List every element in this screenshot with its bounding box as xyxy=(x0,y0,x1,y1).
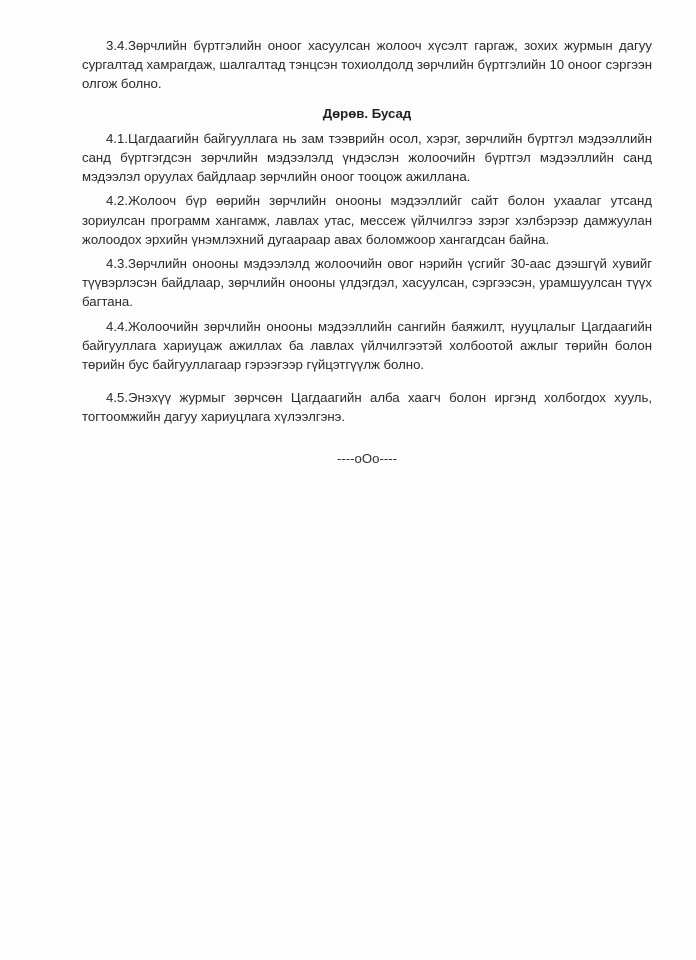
document-body xyxy=(82,36,652,468)
paragraph-4-5: 4.5.Энэхүү журмыг зөрчсөн Цагдаагийн алба хаагч болон иргэнд холбогдох хууль, тогтоомжийн дагуу хариуцлага хүлээлгэнэ. xyxy=(82,390,652,425)
paragraph-4-2: 4.2.Жолооч бүр өөрийн зөрчлийн онооны мэдээллийг сайт болон ухаалаг утсанд зориулсан программ хангамж, лавлах утас, мессеж үйлчилгээ зэрэг хэлбэрээр дамжуулан жолоодох эрхийн үнэмлэхний дугаараар авах боломжоор хангагдсан байна. xyxy=(82,193,652,247)
paragraph-3-4: 3.4.Зөрчлийн бүртгэлийн оноог хасуулсан жолооч хүсэлт гаргаж, зохих журмын дагуу сургалтад хамрагдаж, шалгалтад тэнцсэн тохиолдолд зөрчлийн бүртгэлийн 10 оноог сэргээн олгож болно. xyxy=(82,38,652,92)
paragraph-4-1: 4.1.Цагдаагийн байгууллага нь зам тээврийн осол, хэрэг, зөрчлийн бүртгэл мэдээллийн санд бүртгэгдсэн зөрчлийн мэдээлэлд үндэслэн жолоочийн бүртгэл мэдээллийн санд мэдээлэл оруулах байдлаар зөрчлийн оноог тооцож ажиллана. xyxy=(82,130,652,185)
paragraph-4-4: 4.4.Жолоочийн зөрчлийн онооны мэдээллийн сангийн баяжилт, нууцлалыг Цагдаагийн байгууллага хариуцаж ажиллах ба лавлах үйлчилгээтэй холбоотой ажлыг төрийн болон төрийн бус байгууллагаар гэрээгээр гүйцэтгүүлж болно. xyxy=(82,318,652,373)
paragraph-4-3: 4.3.Зөрчлийн онооны мэдээлэлд жолоочийн овог нэрийн үсгийг 30-аас дээшгүй хувийг түүвэрлэсэн байдлаар, зөрчлийн онооны үлдэгдэл, хасуулсан, сэргээсэн, урамшуулсан түүх багтана. xyxy=(82,256,652,310)
end-mark: ----oOo---- xyxy=(336,450,398,466)
section-heading: Дөрөв. Бусад xyxy=(322,105,412,121)
